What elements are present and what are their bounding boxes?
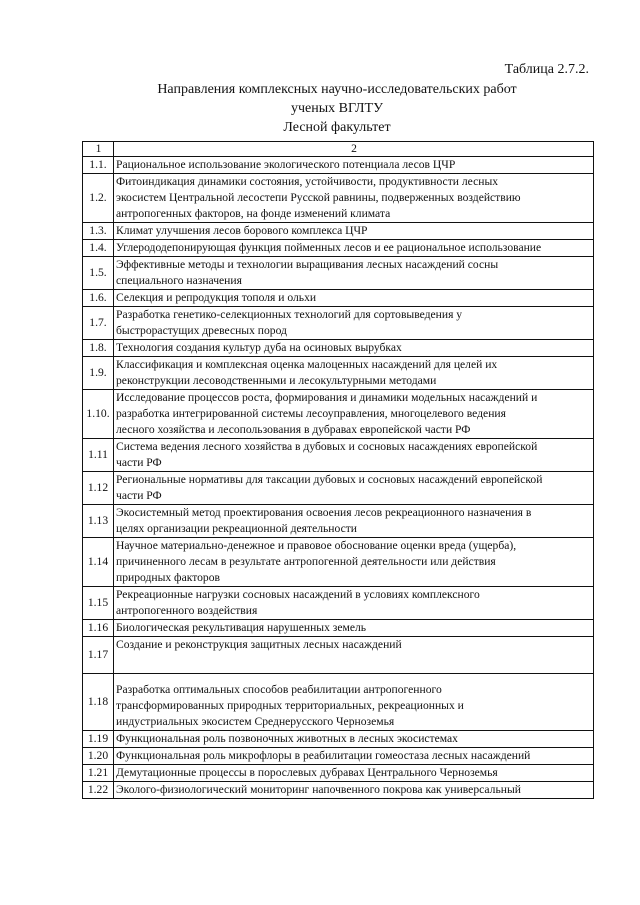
row-direction-text — [114, 674, 594, 731]
direction-line: природных факторов — [116, 571, 220, 584]
row-direction-text — [114, 765, 594, 782]
table-row — [83, 587, 594, 620]
table-row — [83, 240, 594, 257]
table-row — [83, 505, 594, 538]
row-direction-text — [114, 223, 594, 240]
direction-line: Классификация и комплексная оценка малоценных насаждений для целей их — [116, 358, 498, 371]
row-number: 1.13 — [83, 505, 114, 538]
direction-line: антропогенного воздействия — [116, 604, 258, 617]
direction-line: реконструкции лесоводственными и лесокультурными методами — [116, 374, 437, 387]
direction-line: быстрорастущих древесных пород — [116, 324, 287, 337]
row-direction-text — [114, 505, 594, 538]
table-body — [83, 157, 594, 799]
row-number: 1.3. — [83, 223, 114, 240]
row-number: 1.11 — [83, 439, 114, 472]
title-line: ученых ВГЛТУ — [291, 101, 383, 116]
direction-line: Рациональное использование экологического потенциала лесов ЦЧР — [116, 158, 456, 171]
row-number: 1.9. — [83, 357, 114, 390]
table-row — [83, 637, 594, 674]
row-direction-text — [114, 240, 594, 257]
table-number: Таблица 2.7.2. — [504, 62, 589, 77]
direction-line: Биологическая рекультивация нарушенных земель — [116, 621, 367, 634]
row-number: 1.4. — [83, 240, 114, 257]
direction-line: Региональные нормативы для таксации дубовых и сосновых насаждений европейской — [116, 473, 543, 486]
row-number: 1.15 — [83, 587, 114, 620]
direction-line: Разработка генетико-селекционных технологий для сортовыведения у — [116, 308, 463, 321]
row-direction-text — [114, 472, 594, 505]
direction-line: Селекция и репродукция тополя и ольхи — [116, 291, 317, 304]
row-number: 1.16 — [83, 620, 114, 637]
table-row — [83, 357, 594, 390]
row-direction-text — [114, 538, 594, 587]
row-direction-text — [114, 357, 594, 390]
row-direction-text — [114, 307, 594, 340]
column-header-number: 1 — [83, 142, 114, 157]
table-row — [83, 472, 594, 505]
direction-line: Исследование процессов роста, формирования и динамики модельных насаждений и — [116, 391, 538, 404]
direction-line: Функциональная роль позвоночных животных в лесных экосистемах — [116, 732, 458, 745]
row-direction-text — [114, 637, 594, 674]
row-direction-text — [114, 157, 594, 174]
table-row — [83, 439, 594, 472]
direction-line: Климат улучшения лесов борового комплекса ЦЧР — [116, 224, 368, 237]
direction-line: трансформированных природных территориальных, рекреационных и — [116, 699, 464, 712]
direction-line: индустриальных экосистем Среднерусского Черноземья — [116, 715, 395, 728]
row-number: 1.5. — [83, 257, 114, 290]
direction-line: причиненного лесам в результате антропогенной деятельности или действия — [116, 555, 496, 568]
direction-line: Демутационные процессы в порослевых дубравах Центрального Черноземья — [116, 766, 498, 779]
row-direction-text — [114, 439, 594, 472]
direction-line: Разработка оптимальных способов реабилитации антропогенного — [116, 683, 442, 696]
row-direction-text — [114, 257, 594, 290]
table-row — [83, 538, 594, 587]
direction-line: Рекреационные нагрузки сосновых насаждений в условиях комплексного — [116, 588, 480, 601]
row-direction-text — [114, 340, 594, 357]
row-number: 1.10. — [83, 390, 114, 439]
direction-line: Фитоиндикация динамики состояния, устойчивости, продуктивности лесных — [116, 175, 499, 188]
row-direction-text — [114, 731, 594, 748]
table-row — [83, 620, 594, 637]
table-row — [83, 390, 594, 439]
title-line: Направления комплексных научно-исследовательских работ — [157, 82, 517, 97]
research-directions-table — [82, 141, 594, 799]
faculty-subtitle: Лесной факультет — [283, 120, 391, 135]
direction-line: разработка интегрированной системы лесоуправления, многоцелевого ведения — [116, 407, 506, 420]
direction-line: Система ведения лесного хозяйства в дубовых и сосновых насаждениях европейской — [116, 440, 538, 453]
table-row — [83, 290, 594, 307]
table-row — [83, 765, 594, 782]
row-number: 1.20 — [83, 748, 114, 765]
row-direction-text — [114, 620, 594, 637]
direction-line: Эколого-физиологический мониторинг напочвенного покрова как универсальный — [116, 783, 521, 796]
direction-line: части РФ — [116, 456, 162, 469]
table-header-row — [83, 142, 594, 157]
table-row — [83, 748, 594, 765]
row-direction-text — [114, 587, 594, 620]
direction-line: Технология создания культур дуба на осиновых вырубках — [116, 341, 402, 354]
direction-line: целях организации рекреационной деятельности — [116, 522, 357, 535]
row-number: 1.22 — [83, 782, 114, 799]
direction-line: лесного хозяйства и лесопользования в дубравах европейской части РФ — [116, 423, 471, 436]
direction-line: Создание и реконструкция защитных лесных насаждений — [116, 638, 402, 651]
direction-line: Функциональная роль микрофлоры в реабилитации гомеостаза лесных насаждений — [116, 749, 531, 762]
table-row — [83, 257, 594, 290]
row-number: 1.1. — [83, 157, 114, 174]
direction-line: специального назначения — [116, 274, 242, 287]
table-title — [82, 80, 592, 137]
row-number: 1.2. — [83, 174, 114, 223]
row-number: 1.6. — [83, 290, 114, 307]
direction-line: Экосистемный метод проектирования освоения лесов рекреационного назначения в — [116, 506, 532, 519]
direction-line: части РФ — [116, 489, 162, 502]
row-number: 1.19 — [83, 731, 114, 748]
row-direction-text — [114, 290, 594, 307]
row-number: 1.18 — [83, 674, 114, 731]
row-direction-text — [114, 174, 594, 223]
row-number: 1.12 — [83, 472, 114, 505]
row-number: 1.8. — [83, 340, 114, 357]
table-row — [83, 731, 594, 748]
row-number: 1.14 — [83, 538, 114, 587]
table-row — [83, 223, 594, 240]
table-row — [83, 340, 594, 357]
table-row — [83, 782, 594, 799]
table-row — [83, 157, 594, 174]
row-direction-text — [114, 390, 594, 439]
direction-line: антропогенных факторов, на фонде изменений климата — [116, 207, 391, 220]
direction-line: экосистем Центральной лесостепи Русской равнины, подверженных воздействию — [116, 191, 521, 204]
row-number: 1.17 — [83, 637, 114, 674]
table-row — [83, 174, 594, 223]
direction-line: Научное материально-денежное и правовое обоснование оценки вреда (ущерба), — [116, 539, 517, 552]
row-direction-text — [114, 748, 594, 765]
column-header-direction: 2 — [114, 142, 594, 157]
table-row — [83, 307, 594, 340]
row-number: 1.7. — [83, 307, 114, 340]
row-number: 1.21 — [83, 765, 114, 782]
direction-line: Эффективные методы и технологии выращивания лесных насаждений сосны — [116, 258, 499, 271]
direction-line: Углерододепонирующая функция пойменных лесов и ее рациональное использование — [116, 241, 542, 254]
table-row — [83, 674, 594, 731]
row-direction-text — [114, 782, 594, 799]
